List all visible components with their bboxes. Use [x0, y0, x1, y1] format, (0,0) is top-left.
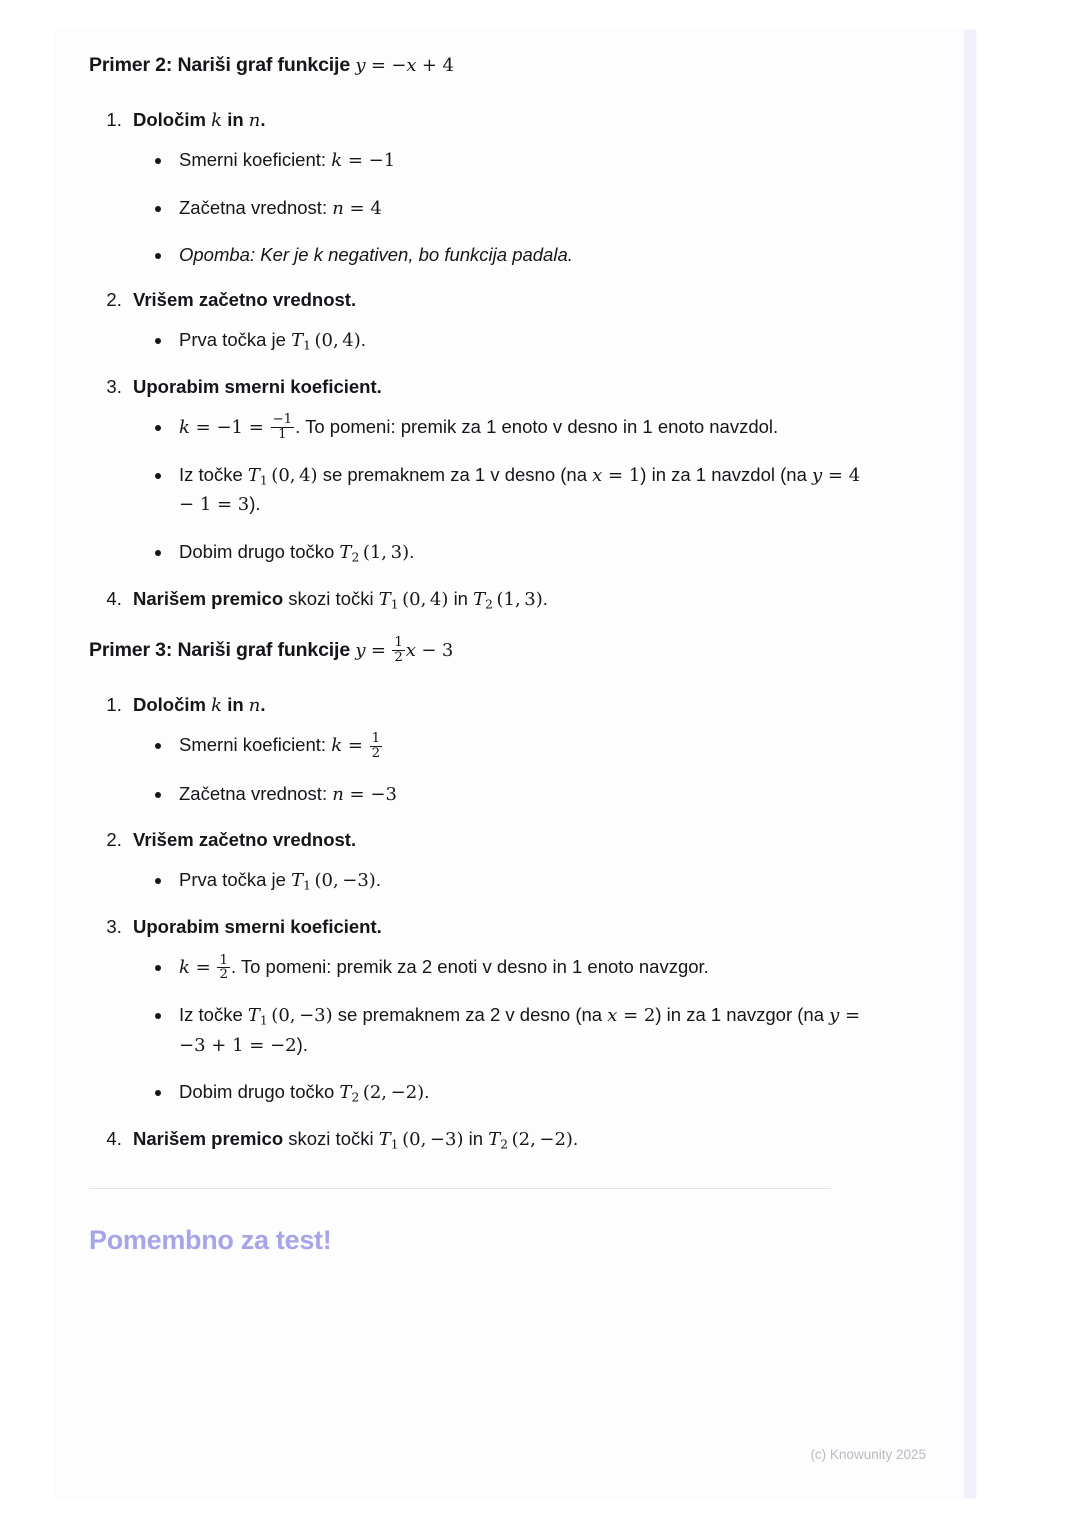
section-divider [89, 1188, 831, 1189]
list-item [173, 866, 879, 895]
math-y-value: y = 4 − 1 = 3 [179, 465, 861, 516]
list-item [173, 1078, 879, 1107]
math-point-t1: $T_1$ (0, 4) [378, 588, 449, 612]
math-k-value: k = −1 [331, 150, 396, 172]
step-sublist [133, 146, 879, 268]
step-item [127, 826, 879, 895]
math-point-t2: $T_2$ (2, −2) [488, 1129, 573, 1152]
page-edge-strip [964, 30, 976, 1498]
step-tail-text: skozi točki [288, 587, 374, 609]
step-tail-period: . [542, 587, 548, 609]
list-item [173, 780, 879, 808]
math-point-t1: $T_1$ (0, −3) [291, 869, 376, 893]
math-n-value: n = −3 [332, 783, 397, 805]
step-sublist [133, 953, 879, 1107]
step-label: Vrišem začetno vrednost. [133, 829, 357, 851]
list-item [173, 194, 879, 222]
math-k-fraction: k = $\frac{1}{2}$ [179, 952, 228, 983]
math-point-t2: $T_2$ (2, −2) [339, 1082, 425, 1105]
step-label-conj: in [227, 694, 244, 716]
math-point-t1: $T_1$ (0, 4) [247, 465, 318, 488]
step-label: Narišem premico [133, 587, 284, 609]
step-tail-period: . [572, 1128, 579, 1150]
step-tail-text: skozi točki [288, 1128, 374, 1150]
bullet-text: ) in za 1 navzdol (na [640, 464, 807, 486]
bullet-text: Prva točka je [179, 328, 286, 350]
step-item [127, 691, 879, 808]
step-label: Uporabim smerni koeficient. [133, 375, 382, 397]
step-item [127, 373, 879, 567]
list-item [173, 413, 879, 443]
bullet-text: ). [296, 1033, 308, 1055]
step-item [127, 585, 879, 614]
example-2-function: y = −x + 4 [355, 55, 454, 76]
bullet-text: Iz točke [179, 1004, 243, 1026]
step-label: Narišem premico [133, 1128, 284, 1150]
math-x-value: x = 1 [592, 465, 641, 487]
math-y-value: y = −3 + 1 = −2 [179, 1005, 861, 1056]
step-label [133, 109, 266, 130]
list-item [173, 326, 879, 355]
step-label: Vrišem začetno vrednost. [133, 288, 357, 310]
section-heading-important: Pomembno za test! [89, 1225, 332, 1256]
math-x-value: x = 2 [607, 1005, 656, 1027]
example-3-title-text: Primer 3: Nariši graf funkcije [89, 638, 351, 661]
bullet-text: ). [249, 493, 261, 515]
bullet-text: Dobim drugo točko [179, 1081, 335, 1102]
math-k: k [211, 110, 223, 132]
step-item [127, 286, 879, 355]
step-item [127, 106, 879, 268]
step-sublist [133, 866, 879, 895]
bullet-text: Smerni koeficient: [179, 734, 327, 756]
list-item-note [173, 241, 879, 268]
step-tail-conj: in [468, 1128, 484, 1150]
step-label-text: Določim [133, 694, 206, 716]
example-2-title-text: Primer 2: Nariši graf funkcije [89, 54, 351, 76]
bullet-text: Začetna vrednost: [179, 782, 328, 804]
bullet-text: . To pomeni: premik za 2 enoti v desno in 1 enoto navzgor. [230, 955, 709, 977]
math-point-t2: $T_2$ (1, 3) [339, 541, 410, 565]
bullet-text: . To pomeni: premik za 1 enoto v desno in 1 enoto navzdol. [295, 415, 779, 437]
step-label [133, 694, 266, 715]
example-2-title [89, 51, 879, 80]
bullet-text: Iz točke [179, 464, 243, 486]
math-point-t1: $T_1$ (0, 4) [291, 329, 361, 352]
bullet-text: se premaknem za 1 v desno (na [322, 464, 587, 486]
bullet-text: Prva točka je [179, 868, 286, 890]
math-n-value: n = 4 [332, 197, 382, 219]
step-sublist [133, 326, 879, 355]
step-label-dot: . [260, 109, 266, 131]
step-item [127, 913, 879, 1107]
page-sheet [56, 30, 976, 1498]
bullet-period: . [375, 868, 381, 890]
bullet-period: . [424, 1081, 430, 1102]
list-item [173, 461, 879, 519]
document-body [89, 51, 879, 1256]
step-item [127, 1125, 879, 1154]
list-item [173, 953, 879, 983]
bullet-period: . [360, 328, 366, 350]
example-3-title [89, 636, 879, 666]
math-n: n [248, 695, 261, 717]
bullet-text: Začetna vrednost: [179, 196, 328, 218]
bullet-text: se premaknem za 2 v desno (na [337, 1004, 603, 1026]
bullet-period: . [409, 540, 415, 562]
math-n: n [248, 110, 261, 132]
step-tail [288, 1128, 579, 1152]
step-label-dot: . [260, 694, 266, 716]
math-point-t1: $T_1$ (0, −3) [247, 1005, 333, 1028]
step-label-conj: in [227, 109, 244, 131]
step-tail-conj: in [453, 587, 468, 609]
list-item [173, 731, 879, 761]
bullet-text: Smerni koeficient: [179, 149, 327, 171]
copyright-notice: (c) Knowunity 2025 [810, 1447, 926, 1462]
bullet-text: Dobim drugo točko [179, 540, 335, 562]
example-3-steps [89, 691, 879, 1154]
step-tail [288, 587, 548, 612]
example-2-steps [89, 106, 879, 613]
step-sublist [133, 731, 879, 808]
step-sublist [133, 413, 879, 567]
example-3-function: y = $\frac{1}{2}$ x − 3 [355, 635, 454, 666]
math-k: k [211, 695, 223, 717]
math-k-value: k = $\frac{1}{2}$ [331, 730, 381, 761]
math-point-t2: $T_2$ (1, 3) [473, 588, 543, 612]
list-item [173, 1001, 879, 1059]
list-item [173, 538, 879, 567]
step-label: Uporabim smerni koeficient. [133, 916, 382, 938]
bullet-text: Opomba: Ker je k negativen, bo funkcija padala. [179, 243, 573, 265]
step-label-text: Določim [133, 109, 206, 131]
math-point-t1: $T_1$ (0, −3) [378, 1129, 464, 1152]
bullet-text: ) in za 1 navzgor (na [655, 1004, 825, 1026]
list-item [173, 146, 879, 174]
math-k-fraction: k = −1 = $\frac{-1}{1}$ [179, 412, 293, 443]
